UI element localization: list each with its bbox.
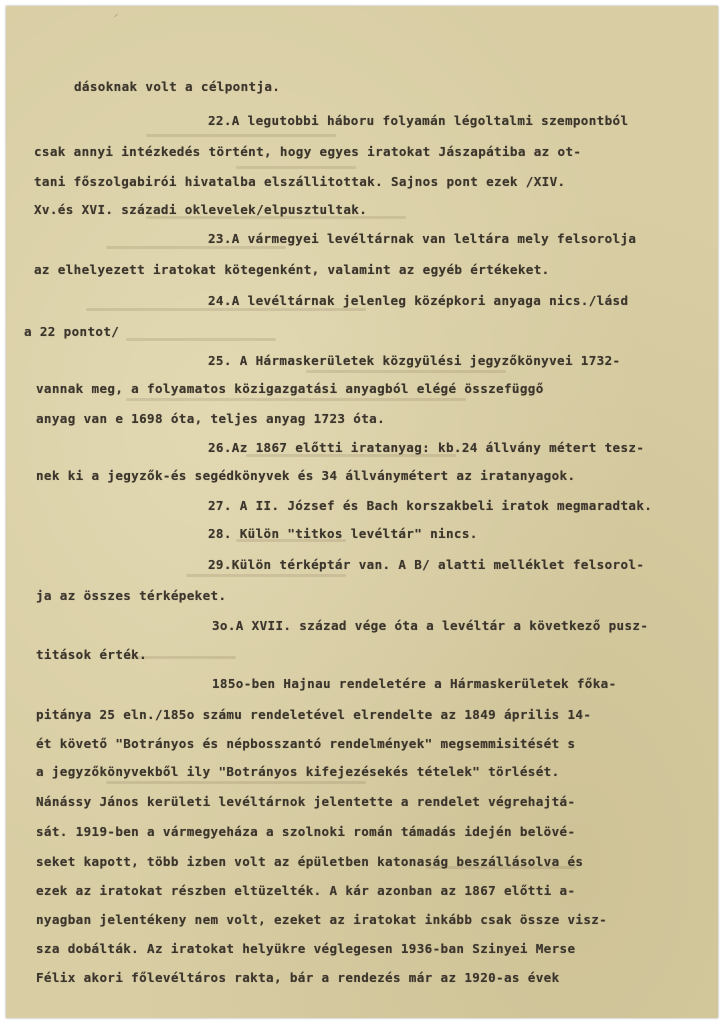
text-line: 24.A levéltárnak jelenleg középkori anyaga nics./lásd	[208, 293, 629, 308]
text-line: Xv.és XVI. századi oklevelek/elpusztultak.	[34, 202, 368, 217]
text-line: Nánássy János kerületi levéltárnok jelentette a rendelet végrehajtá-	[36, 794, 576, 809]
text-line: seket kapott, több izben volt az épületben katonaság beszállásolva és	[36, 854, 584, 869]
text-line: ja az összes térképeket.	[36, 588, 227, 603]
text-line: csak annyi intézkedés történt, hogy egyes iratokat Jászapátiba az ot-	[34, 144, 582, 159]
text-line: 22.A legutobbi háboru folyamán légoltalmi szempontból	[208, 113, 629, 128]
document-page	[6, 6, 718, 1018]
text-line: ezek az iratokat részben eltüzelték. A kár azonban az 1867 előtti a-	[36, 883, 576, 898]
text-line: 185o-ben Hajnau rendeletére a Hármaskerületek főka-	[212, 676, 617, 691]
text-line: ét követő "Botrányos és népbosszantó rendelmények" megsemmisitését s	[36, 736, 576, 751]
text-line: 23.A vármegyei levéltárnak van leltára mely felsorolja	[208, 231, 637, 246]
text-line: 28. Külön "titkos levéltár" nincs.	[208, 526, 478, 541]
text-line: 25. A Hármaskerületek közgyülési jegyzőkönyvei 1732-	[208, 353, 621, 368]
text-line: tani főszolgabirói hivatalba elszállitottak. Sajnos pont ezek /XIV.	[34, 174, 566, 189]
text-line: a 22 pontot/	[24, 324, 120, 339]
text-line: nyagban jelentékeny nem volt, ezeket az iratokat inkább csak össze visz-	[36, 912, 608, 927]
text-line: sza dobálták. Az iratokat helyükre véglegesen 1936-ban Szinyei Merse	[36, 941, 576, 956]
text-line: a jegyzőkönyvekből ily "Botrányos kifejezésekés tételek" törlését.	[36, 764, 560, 779]
text-line: anyag van e 1698 óta, teljes anyag 1723 óta.	[36, 411, 386, 426]
text-line: sát. 1919-ben a vármegyeháza a szolnoki román támadás idején belövé-	[36, 824, 576, 839]
text-line: vannak meg, a folyamatos közigazgatási anyagból elégé összefüggő	[36, 381, 544, 396]
pencil-mark: ⸍	[114, 13, 119, 23]
text-line: dásoknak volt a célpontja.	[74, 79, 281, 94]
text-line: az elhelyezett iratokat kötegenként, valamint az egyéb értékeket.	[34, 262, 550, 277]
text-line: 3o.A XVII. század vége óta a levéltár a következő pusz-	[212, 618, 649, 633]
text-line: titások érték.	[36, 647, 148, 662]
text-line: 26.Az 1867 előtti iratanyag: kb.24 állvány métert tesz-	[208, 440, 645, 455]
text-line: 29.Külön térképtár van. A B/ alatti melléklet felsorol-	[208, 557, 645, 572]
text-line: nek ki a jegyzők-és segédkönyvek és 34 állványmétert az iratanyagok.	[36, 468, 576, 483]
text-line: pitánya 25 eln./185o számu rendeletével elrendelte az 1849 április 14-	[36, 707, 592, 722]
text-line: Félix akori főlevéltáros rakta, bár a rendezés már az 1920-as évek	[36, 970, 560, 985]
text-line: 27. A II. József és Bach korszakbeli iratok megmaradtak.	[208, 498, 653, 513]
